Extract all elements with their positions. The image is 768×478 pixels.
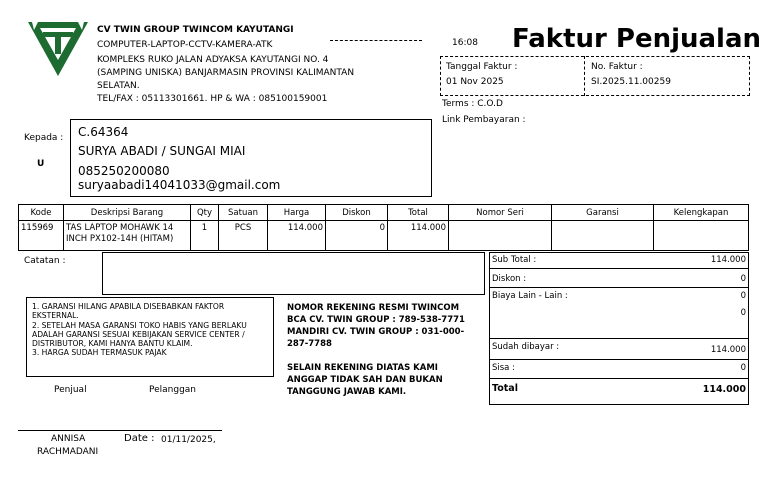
invoice-number-label: No. Faktur :: [591, 62, 643, 72]
signature-date-label: Date :: [124, 433, 155, 444]
payment-link-label: Link Pembayaran :: [442, 115, 526, 125]
customer-name: SURYA ABADI / SUNGAI MIAI: [78, 144, 246, 158]
col-kelengkapan: Kelengkapan: [654, 205, 749, 221]
terms-line-3: 3. HARGA SUDAH TERMASUK PAJAK: [32, 348, 167, 358]
other-value-1: 0: [740, 291, 746, 301]
discount-label: Diskon :: [492, 274, 527, 284]
table-header-row: [19, 205, 749, 221]
company-address-line2: (SAMPING UNISKA) BANJARMASIN PROVINSI KALIMANTAN: [97, 68, 355, 78]
invoice-meta-divider: [584, 56, 585, 96]
cell-qty: 1: [191, 221, 219, 251]
summary-subtotal-row: [489, 252, 749, 269]
col-harga: Harga: [268, 205, 326, 221]
col-kode: Kode: [19, 205, 64, 221]
company-address-line3: SELATAN.: [97, 81, 140, 91]
company-name: CV TWIN GROUP TWINCOM KAYUTANGI: [97, 25, 294, 35]
col-satuan: Satuan: [219, 205, 268, 221]
summary-total-row: [489, 379, 749, 405]
remaining-label: Sisa :: [492, 363, 515, 373]
notes-label: Catatan :: [24, 256, 66, 266]
header-divider: [330, 40, 422, 41]
seller-signature-label: Penjual: [54, 385, 87, 395]
signature-line: [18, 430, 222, 431]
remaining-value: 0: [740, 363, 746, 373]
total-label: Total: [492, 383, 518, 394]
invoice-title: Faktur Penjualan: [512, 24, 762, 54]
summary-other-row: [489, 288, 749, 339]
twincom-logo-icon: [26, 20, 90, 78]
seller-name-line1: ANNISA: [51, 434, 86, 444]
signature-date-value: 01/11/2025,: [161, 435, 216, 445]
notes-box: [102, 252, 485, 295]
paid-value: 114.000: [710, 345, 746, 355]
table-row: [19, 221, 749, 251]
cell-harga: 114.000: [268, 221, 326, 251]
bank-account-warning: SELAIN REKENING DIATAS KAMI ANGGAP TIDAK SAH DAN BUKAN TANGGUNG JAWAB KAMI.: [287, 363, 443, 397]
company-tagline: COMPUTER-LAPTOP-CCTV-KAMERA-ATK: [97, 40, 273, 50]
summary-discount-row: [489, 271, 749, 288]
col-qty: Qty: [191, 205, 219, 221]
seller-name-line2: RACHMADANI: [37, 447, 99, 457]
col-diskon: Diskon: [326, 205, 388, 221]
buyer-signature-label: Pelanggan: [149, 385, 197, 395]
cell-diskon: 0: [326, 221, 388, 251]
customer-mark: U: [37, 159, 45, 169]
summary-remaining-row: [489, 360, 749, 379]
invoice-date-value: 01 Nov 2025: [446, 77, 504, 87]
col-total: Total: [388, 205, 449, 221]
other-value-2: 0: [740, 308, 746, 318]
subtotal-value: 114.000: [710, 255, 746, 265]
summary-paid-row: [489, 339, 749, 360]
paid-label: Sudah dibayar :: [492, 342, 560, 352]
warranty-terms-box: [26, 297, 274, 377]
invoice-time: 16:08: [452, 38, 478, 48]
invoice-date-label: Tanggal Faktur :: [446, 62, 518, 72]
cell-deskripsi: TAS LAPTOP MOHAWK 14 INCH PX102-14H (HITAM): [64, 221, 191, 251]
customer-code: C.64364: [78, 125, 129, 139]
invoice-terms: Terms : C.O.D: [442, 99, 503, 109]
customer-phone: 085250200080: [78, 164, 170, 178]
customer-email: suryaabadi14041033@gmail.com: [78, 178, 281, 192]
cell-kelengkapan: [654, 221, 749, 251]
cell-garansi: [552, 221, 654, 251]
subtotal-label: Sub Total :: [492, 255, 537, 265]
col-garansi: Garansi: [552, 205, 654, 221]
company-logo: [26, 20, 90, 78]
terms-line-2: 2. SETELAH MASA GARANSI TOKO HABIS YANG BERLAKU ADALAH GARANSI SESUAI KEBIJAKAN SERVICE CENTER / DISTRIBUTOR, KAMI HANYA BANTU KLAIM.: [32, 320, 247, 349]
cell-kode: 115969: [19, 221, 64, 251]
total-value: 114.000: [702, 384, 746, 395]
cell-satuan: PCS: [219, 221, 268, 251]
other-label: Biaya Lain - Lain :: [492, 291, 568, 301]
company-address-line1: KOMPLEKS RUKO JALAN ADYAKSA KAYUTANGI NO. 4: [97, 55, 329, 65]
col-nomor-seri: Nomor Seri: [449, 205, 552, 221]
col-deskripsi: Deskripsi Barang: [64, 205, 191, 221]
company-phone: TEL/FAX : 05113301661. HP & WA : 085100159001: [97, 94, 328, 104]
customer-label: Kepada :: [24, 133, 64, 143]
invoice-number-value: SI.2025.11.00259: [591, 77, 671, 87]
discount-value: 0: [740, 274, 746, 284]
cell-total: 114.000: [388, 221, 449, 251]
items-table: [18, 204, 749, 251]
bank-account-info: NOMOR REKENING RESMI TWINCOM BCA CV. TWIN GROUP : 789-538-7771 MANDIRI CV. TWIN GROUP : 031-000-287-7788: [287, 303, 465, 349]
cell-nomor-seri: [449, 221, 552, 251]
terms-line-1: 1. GARANSI HILANG APABILA DISEBABKAN FAKTOR EKSTERNAL.: [32, 302, 225, 321]
